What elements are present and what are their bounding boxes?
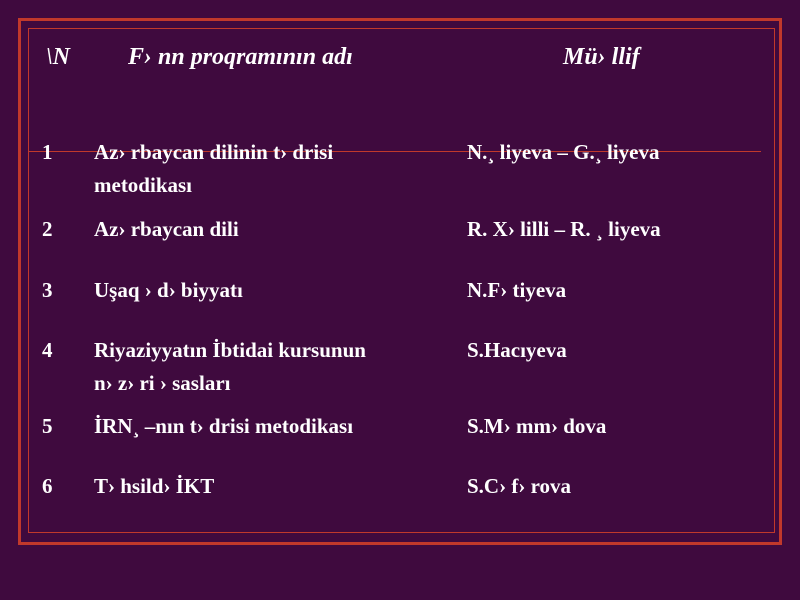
row-2-author: R. X› lilli – R. ¸ liyeva [467,217,661,241]
header-author: Mü› llif [563,44,640,70]
row-5-name-line1: İRN¸ –nın t› drisi metodikası [94,414,354,438]
row-1-name-line1: Az› rbaycan dilinin t› drisi [94,140,334,164]
row-5-number: 5 [42,414,53,438]
row-3-number: 3 [42,278,53,302]
row-6-number: 6 [42,474,53,498]
header-number: \N [46,44,70,70]
row-5-author: S.M› mm› dova [467,414,607,438]
header-program-name: F› nn proqramının adı [128,44,353,70]
row-4-number: 4 [42,338,53,362]
row-2-name-line1: Az› rbaycan dili [94,217,239,241]
row-6-name-line1: T› hsild› İKT [94,474,215,498]
row-4-name-line2: n› z› ri › sasları [94,371,231,395]
row-3-name-line1: Uşaq › d› biyyatı [94,278,243,302]
row-4-name-line1: Riyaziyyatın İbtidai kursunun [94,338,366,362]
row-2-number: 2 [42,217,53,241]
row-3-author: N.F› tiyeva [467,278,567,302]
row-1-name-line2: metodikası [94,173,193,197]
row-1-number: 1 [42,140,53,164]
row-6-author: S.C› f› rova [467,474,572,498]
row-4-author: S.Hacıyeva [467,338,567,362]
row-1-author: N.¸ liyeva – G.¸ liyeva [467,140,660,164]
